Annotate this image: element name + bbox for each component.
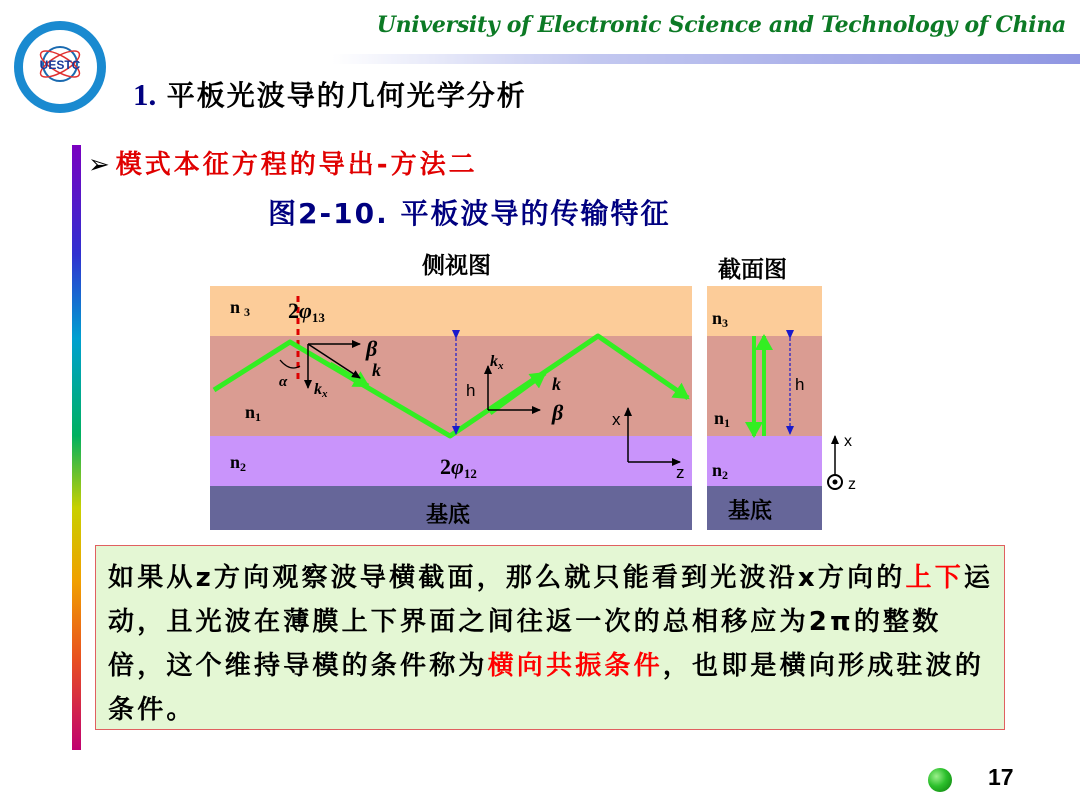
section-h-label: h [795,375,805,394]
substrate-label: 基底 [426,503,471,528]
section-n1-label: n1 [714,408,731,430]
k-label: k [372,360,381,380]
kx-label-left: kx [314,381,328,400]
side-view-title: 侧视图 [422,253,491,279]
paragraph-part-3: ，也即是横向形成驻波的条件。 [108,651,985,725]
paragraph-part-1: 如果从z方向观察波导横截面，那么就只能看到光波沿x方向的 [108,563,906,593]
highlight-resonance: 横向共振条件 [487,651,663,681]
svg-text:1956: 1956 [51,94,69,104]
n1-label: n1 [245,402,262,424]
beta-label-mid: β [552,400,564,425]
kx-label-mid: kx [490,353,504,372]
highlight-updown: 上下 [905,563,964,593]
section-view-title: 截面图 [718,257,787,283]
paragraph-part-2: 运动，且光波在薄膜上下界面之间往返一次的总相移应为2π的整数倍，这个维持导模的条件称为 [108,563,994,681]
section-n3-label: n3 [712,308,729,330]
section-substrate-label: 基底 [728,499,773,524]
figure-caption: 图2-10. 平板波导的传输特征 [268,197,671,230]
k-label-mid: k [552,374,561,394]
phi12-label: 2φ12 [440,454,477,481]
n3-label: n 3 [230,297,251,319]
explanation-box [95,545,1005,730]
title-text: 平板光波导的几何光学分析 [166,79,527,112]
cladding-layer [210,286,692,336]
section-x-label: x [844,433,852,450]
h-label: h [466,381,476,400]
university-name: University of Electronic Science and Technology of China [376,12,1066,38]
alpha-label: α [279,374,288,390]
beta-label: β [366,336,378,361]
x-axis-label: x [612,410,621,429]
section-n2-label: n2 [712,460,729,482]
bullet-text: 模式本征方程的导出-方法二 [115,150,478,180]
green-dot-icon[interactable] [928,768,952,792]
page-number: 17 [988,764,1014,790]
svg-text:UESTC: UESTC [39,58,81,72]
phi13-label: 2φ13 [288,298,325,325]
section-z-label: z [848,476,856,493]
n2-label: n2 [230,452,247,474]
z-axis-label: z [676,463,685,482]
bullet-arrow-icon: ➢ [88,150,110,180]
title-number: 1. [133,77,157,112]
